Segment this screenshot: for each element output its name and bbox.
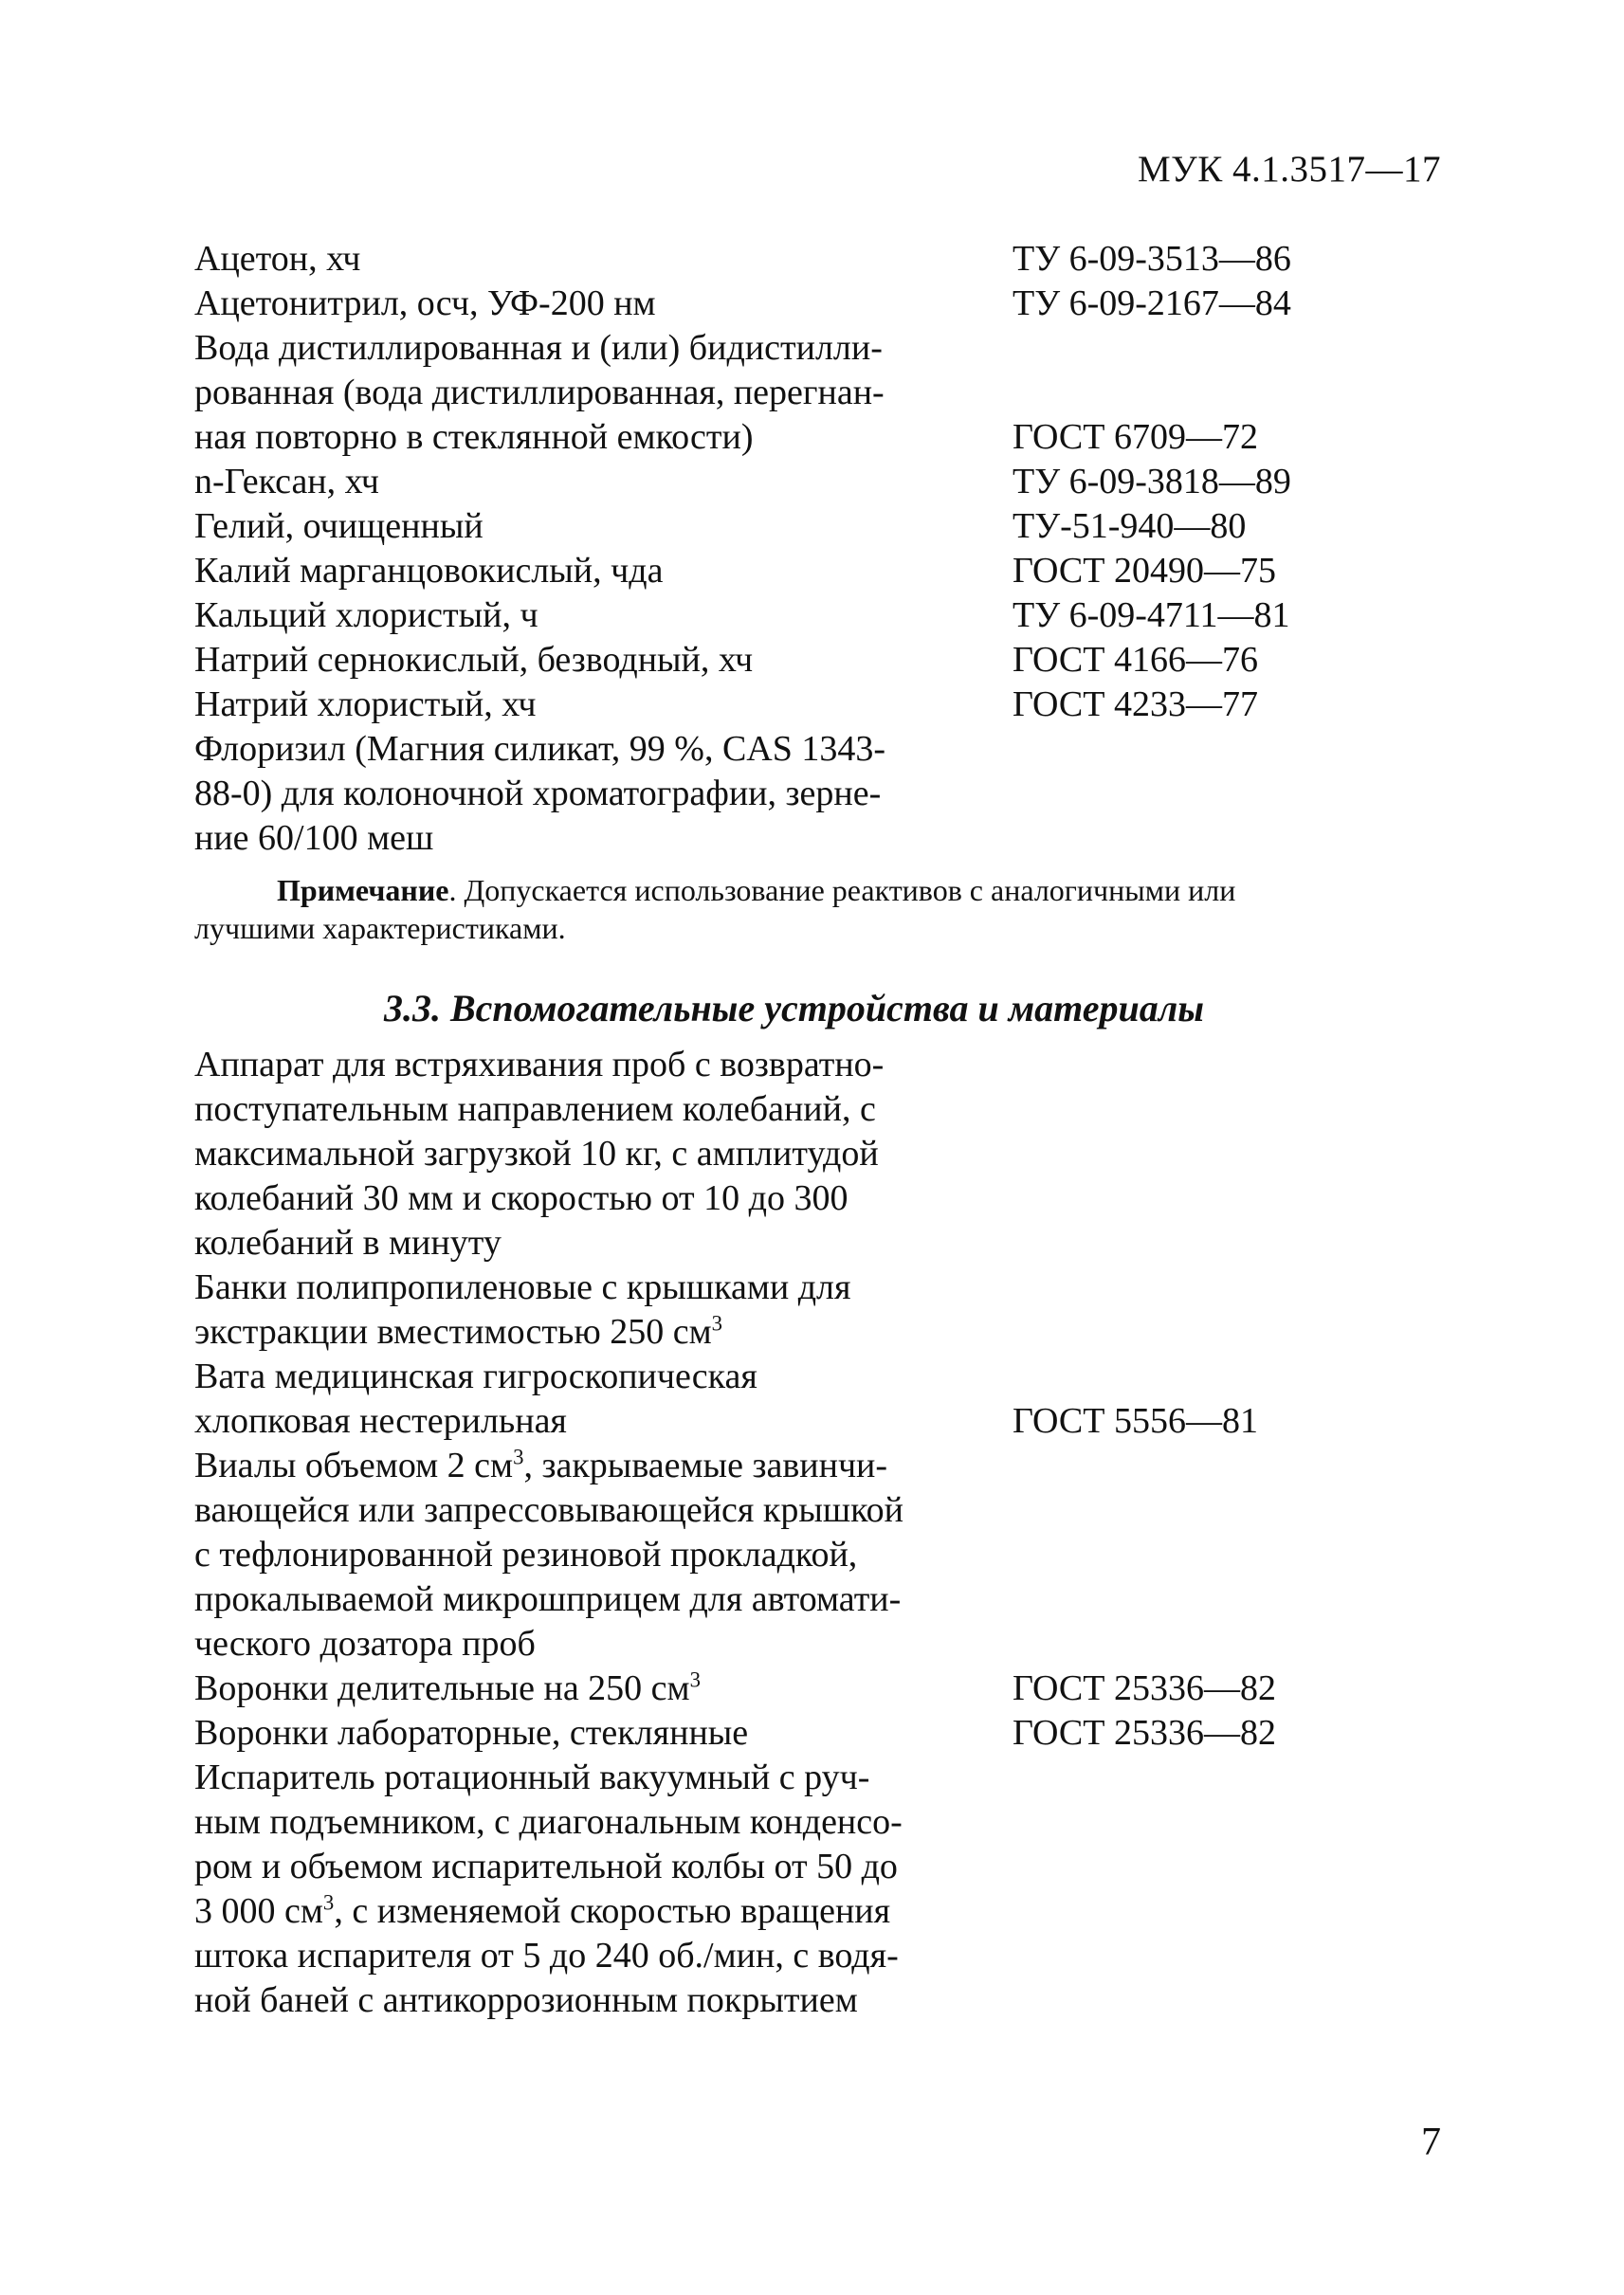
reagent-name [194, 638, 991, 683]
reagent-standard-text: ТУ 6-09-3818—89 [1013, 462, 1291, 501]
equipment-name-line: поступательным направлением колебаний, с [194, 1089, 876, 1129]
equipment-standard [1013, 1711, 1411, 1756]
equipment-name-line: Вата медицинская гигроскопическая [194, 1357, 757, 1396]
equipment-name-line: ным подъемником, с диагональным конденсо- [194, 1802, 903, 1842]
equipment-standard [1013, 1667, 1411, 1711]
vials-text-post: , закрываемые завинчи- [523, 1446, 888, 1485]
reagent-standard [1013, 593, 1411, 638]
note-paragraph [194, 871, 1436, 947]
equipment-name [194, 1756, 991, 2023]
separatory-funnels-text: Воронки делительные на 250 см [194, 1668, 690, 1708]
evaporator-volume-text: 3 000 см [194, 1891, 323, 1931]
equipment-standard-text: ГОСТ 5556—81 [1013, 1401, 1258, 1441]
superscript: 3 [689, 1667, 701, 1692]
note-line [194, 871, 1436, 909]
superscript: 3 [513, 1445, 524, 1469]
equipment-name-line: вающейся или запрессовывающейся крышкой [194, 1490, 903, 1530]
section-title: 3.3. Вспомогательные устройства и материалы [384, 987, 1205, 1029]
reagent-name-line: ная повторно в стеклянной емкости) [194, 417, 754, 457]
superscript: 3 [711, 1311, 723, 1336]
equipment-name-line: с тефлонированной резиновой прокладкой, [194, 1535, 858, 1575]
equipment-name-line: Воронки лабораторные, стеклянные [194, 1713, 749, 1753]
equipment-name [194, 1711, 991, 1756]
equipment-name-line: колебаний в минуту [194, 1223, 502, 1263]
equipment-name [194, 1266, 991, 1355]
superscript: 3 [322, 1890, 335, 1915]
equipment-name-line: штока испарителя от 5 до 240 об./мин, с водя- [194, 1936, 899, 1976]
note-text: . Допускается использование реактивов с аналогичными или [448, 873, 1236, 907]
reagent-name-line: Гелий, очищенный [194, 506, 484, 546]
equipment-name-line: ческого дозатора проб [194, 1624, 536, 1664]
equipment-standard [1013, 1399, 1411, 1444]
reagent-name-line: Ацетон, хч [194, 239, 361, 279]
reagent-standard-text: ТУ-51-940—80 [1013, 506, 1247, 546]
reagent-standard [1013, 504, 1411, 549]
reagent-name [194, 549, 991, 593]
equipment-standard-text: ГОСТ 25336—82 [1013, 1668, 1276, 1708]
equipment-name-line: хлопковая нестерильная [194, 1401, 567, 1441]
reagent-standard [1013, 549, 1411, 593]
equipment-name-line: ром и объемом испарительной колбы от 50 до [194, 1847, 898, 1886]
reagent-name-line: Вода дистиллированная и (или) бидистилли- [194, 328, 883, 368]
equipment-name [194, 1043, 991, 1266]
reagent-name [194, 504, 991, 549]
reagent-name-line: Натрий сернокислый, безводный, хч [194, 640, 754, 680]
reagent-name-line: Ацетонитрил, осч, УФ-200 нм [194, 283, 656, 323]
reagent-standard-text: ГОСТ 4166—76 [1013, 640, 1258, 680]
equipment-name [194, 1667, 991, 1711]
reagent-standard [1013, 460, 1411, 504]
page-number: 7 [1421, 2121, 1441, 2164]
reagent-name-line: Натрий хлористый, хч [194, 684, 537, 724]
evaporator-speed-text: , с изменяемой скоростью вращения [334, 1891, 891, 1931]
reagent-name [194, 727, 991, 861]
reagent-standard [1013, 683, 1411, 727]
reagent-name [194, 237, 991, 282]
jars-volume-text: экстракции вместимостью 250 см [194, 1312, 712, 1352]
equipment-name-line: максимальной загрузкой 10 кг, с амплитудой [194, 1134, 879, 1174]
reagent-standard-text: ГОСТ 6709—72 [1013, 417, 1258, 457]
equipment-name-line: ной баней с антикоррозионным покрытием [194, 1980, 858, 2020]
equipment-name-line: Банки полипропиленовые с крышками для [194, 1267, 851, 1307]
equipment-name-line: Аппарат для встряхивания проб с возвратно- [194, 1045, 885, 1084]
reagent-name-line: ние 60/100 меш [194, 818, 434, 858]
equipment-name [194, 1355, 991, 1444]
reagent-name-line: Кальций хлористый, ч [194, 595, 538, 635]
reagent-standard [1013, 415, 1411, 460]
reagent-name [194, 593, 991, 638]
equipment-name-line [194, 1310, 991, 1355]
reagent-standard [1013, 638, 1411, 683]
reagent-name-line: 88-0) для колоночной хроматографии, зерне- [194, 774, 882, 813]
reagent-name [194, 460, 991, 504]
document-code-header: МУК 4.1.3517—17 [1137, 149, 1441, 190]
reagent-name [194, 683, 991, 727]
reagent-standard-text: ТУ 6-09-2167—84 [1013, 283, 1291, 323]
reagent-name [194, 326, 991, 460]
reagent-standard [1013, 237, 1411, 282]
equipment-standard-text: ГОСТ 25336—82 [1013, 1713, 1276, 1753]
note-label: Примечание [277, 873, 449, 907]
reagent-name-line: Калий марганцовокислый, чда [194, 551, 664, 591]
equipment-name-line: Испаритель ротационный вакуумный с руч- [194, 1758, 870, 1797]
reagent-standard [1013, 282, 1411, 326]
reagent-standard-text: ТУ 6-09-3513—86 [1013, 239, 1291, 279]
reagent-standard-text: ГОСТ 4233—77 [1013, 684, 1258, 724]
note-line: лучшими характеристиками. [194, 911, 566, 945]
reagent-name-line: n-Гексан, хч [194, 462, 379, 501]
equipment-name [194, 1444, 991, 1667]
reagent-name-line: рованная (вода дистиллированная, перегнан- [194, 373, 885, 412]
reagent-standard-text: ГОСТ 20490—75 [1013, 551, 1276, 591]
reagent-name [194, 282, 991, 326]
equipment-name-line [194, 1889, 991, 1934]
equipment-name-line: прокалываемой микрошприцем для автомати- [194, 1579, 902, 1619]
reagent-standard-text: ТУ 6-09-4711—81 [1013, 595, 1290, 635]
reagent-name-line: Флоризил (Магния силикат, 99 %, CAS 1343- [194, 729, 886, 769]
equipment-name-line [194, 1667, 991, 1711]
vials-text-pre: Виалы объемом 2 см [194, 1446, 514, 1485]
equipment-name-line: колебаний 30 мм и скоростью от 10 до 300 [194, 1178, 848, 1218]
equipment-name-line [194, 1444, 991, 1488]
